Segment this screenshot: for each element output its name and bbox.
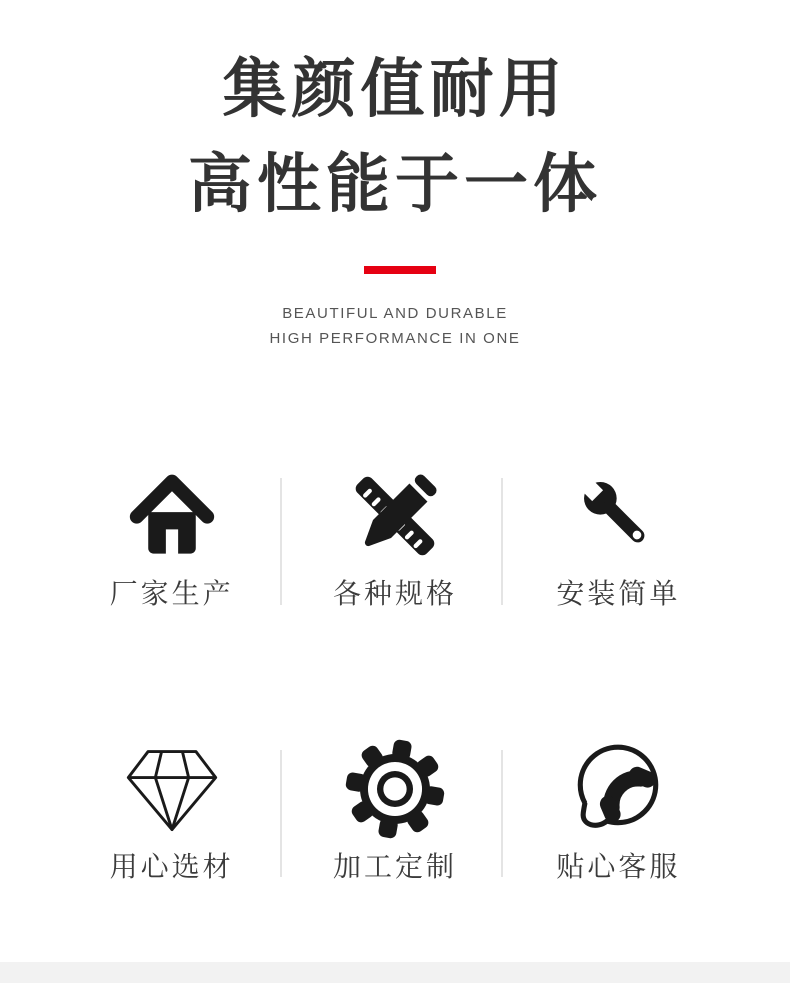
feature-specs bbox=[283, 465, 506, 610]
feature-install bbox=[507, 465, 730, 610]
column-divider bbox=[280, 750, 282, 877]
subtitle-line-1: BEAUTIFUL AND DURABLE bbox=[282, 305, 508, 322]
feature-label: 安装简单 bbox=[556, 578, 681, 609]
feature-custom bbox=[283, 738, 506, 883]
page-title-line-1: 集颜值耐用 bbox=[222, 53, 568, 125]
feature-label: 贴心客服 bbox=[556, 851, 681, 882]
feature-label: 各种规格 bbox=[332, 578, 457, 609]
feature-label: 加工定制 bbox=[332, 851, 457, 882]
diamond-icon bbox=[120, 738, 224, 840]
house-icon bbox=[124, 465, 220, 567]
feature-materials bbox=[60, 738, 283, 883]
feature-label: 厂家生产 bbox=[109, 578, 234, 609]
footer-strip bbox=[0, 962, 790, 983]
feature-row-2 bbox=[60, 738, 730, 883]
pencil-ruler-icon bbox=[344, 465, 446, 567]
feature-row-1 bbox=[60, 465, 730, 610]
feature-label: 用心选材 bbox=[109, 851, 234, 882]
subtitle-line-2: HIGH PERFORMANCE IN ONE bbox=[269, 330, 521, 347]
wrench-icon bbox=[570, 465, 666, 567]
accent-divider-bar bbox=[364, 266, 436, 274]
column-divider bbox=[501, 750, 503, 877]
column-divider bbox=[280, 478, 282, 605]
column-divider bbox=[501, 478, 503, 605]
page-title-line-2: 高性能于一体 bbox=[188, 148, 602, 220]
feature-factory bbox=[60, 465, 283, 610]
phone-icon bbox=[567, 738, 669, 840]
gear-icon bbox=[342, 738, 448, 840]
feature-service bbox=[507, 738, 730, 883]
